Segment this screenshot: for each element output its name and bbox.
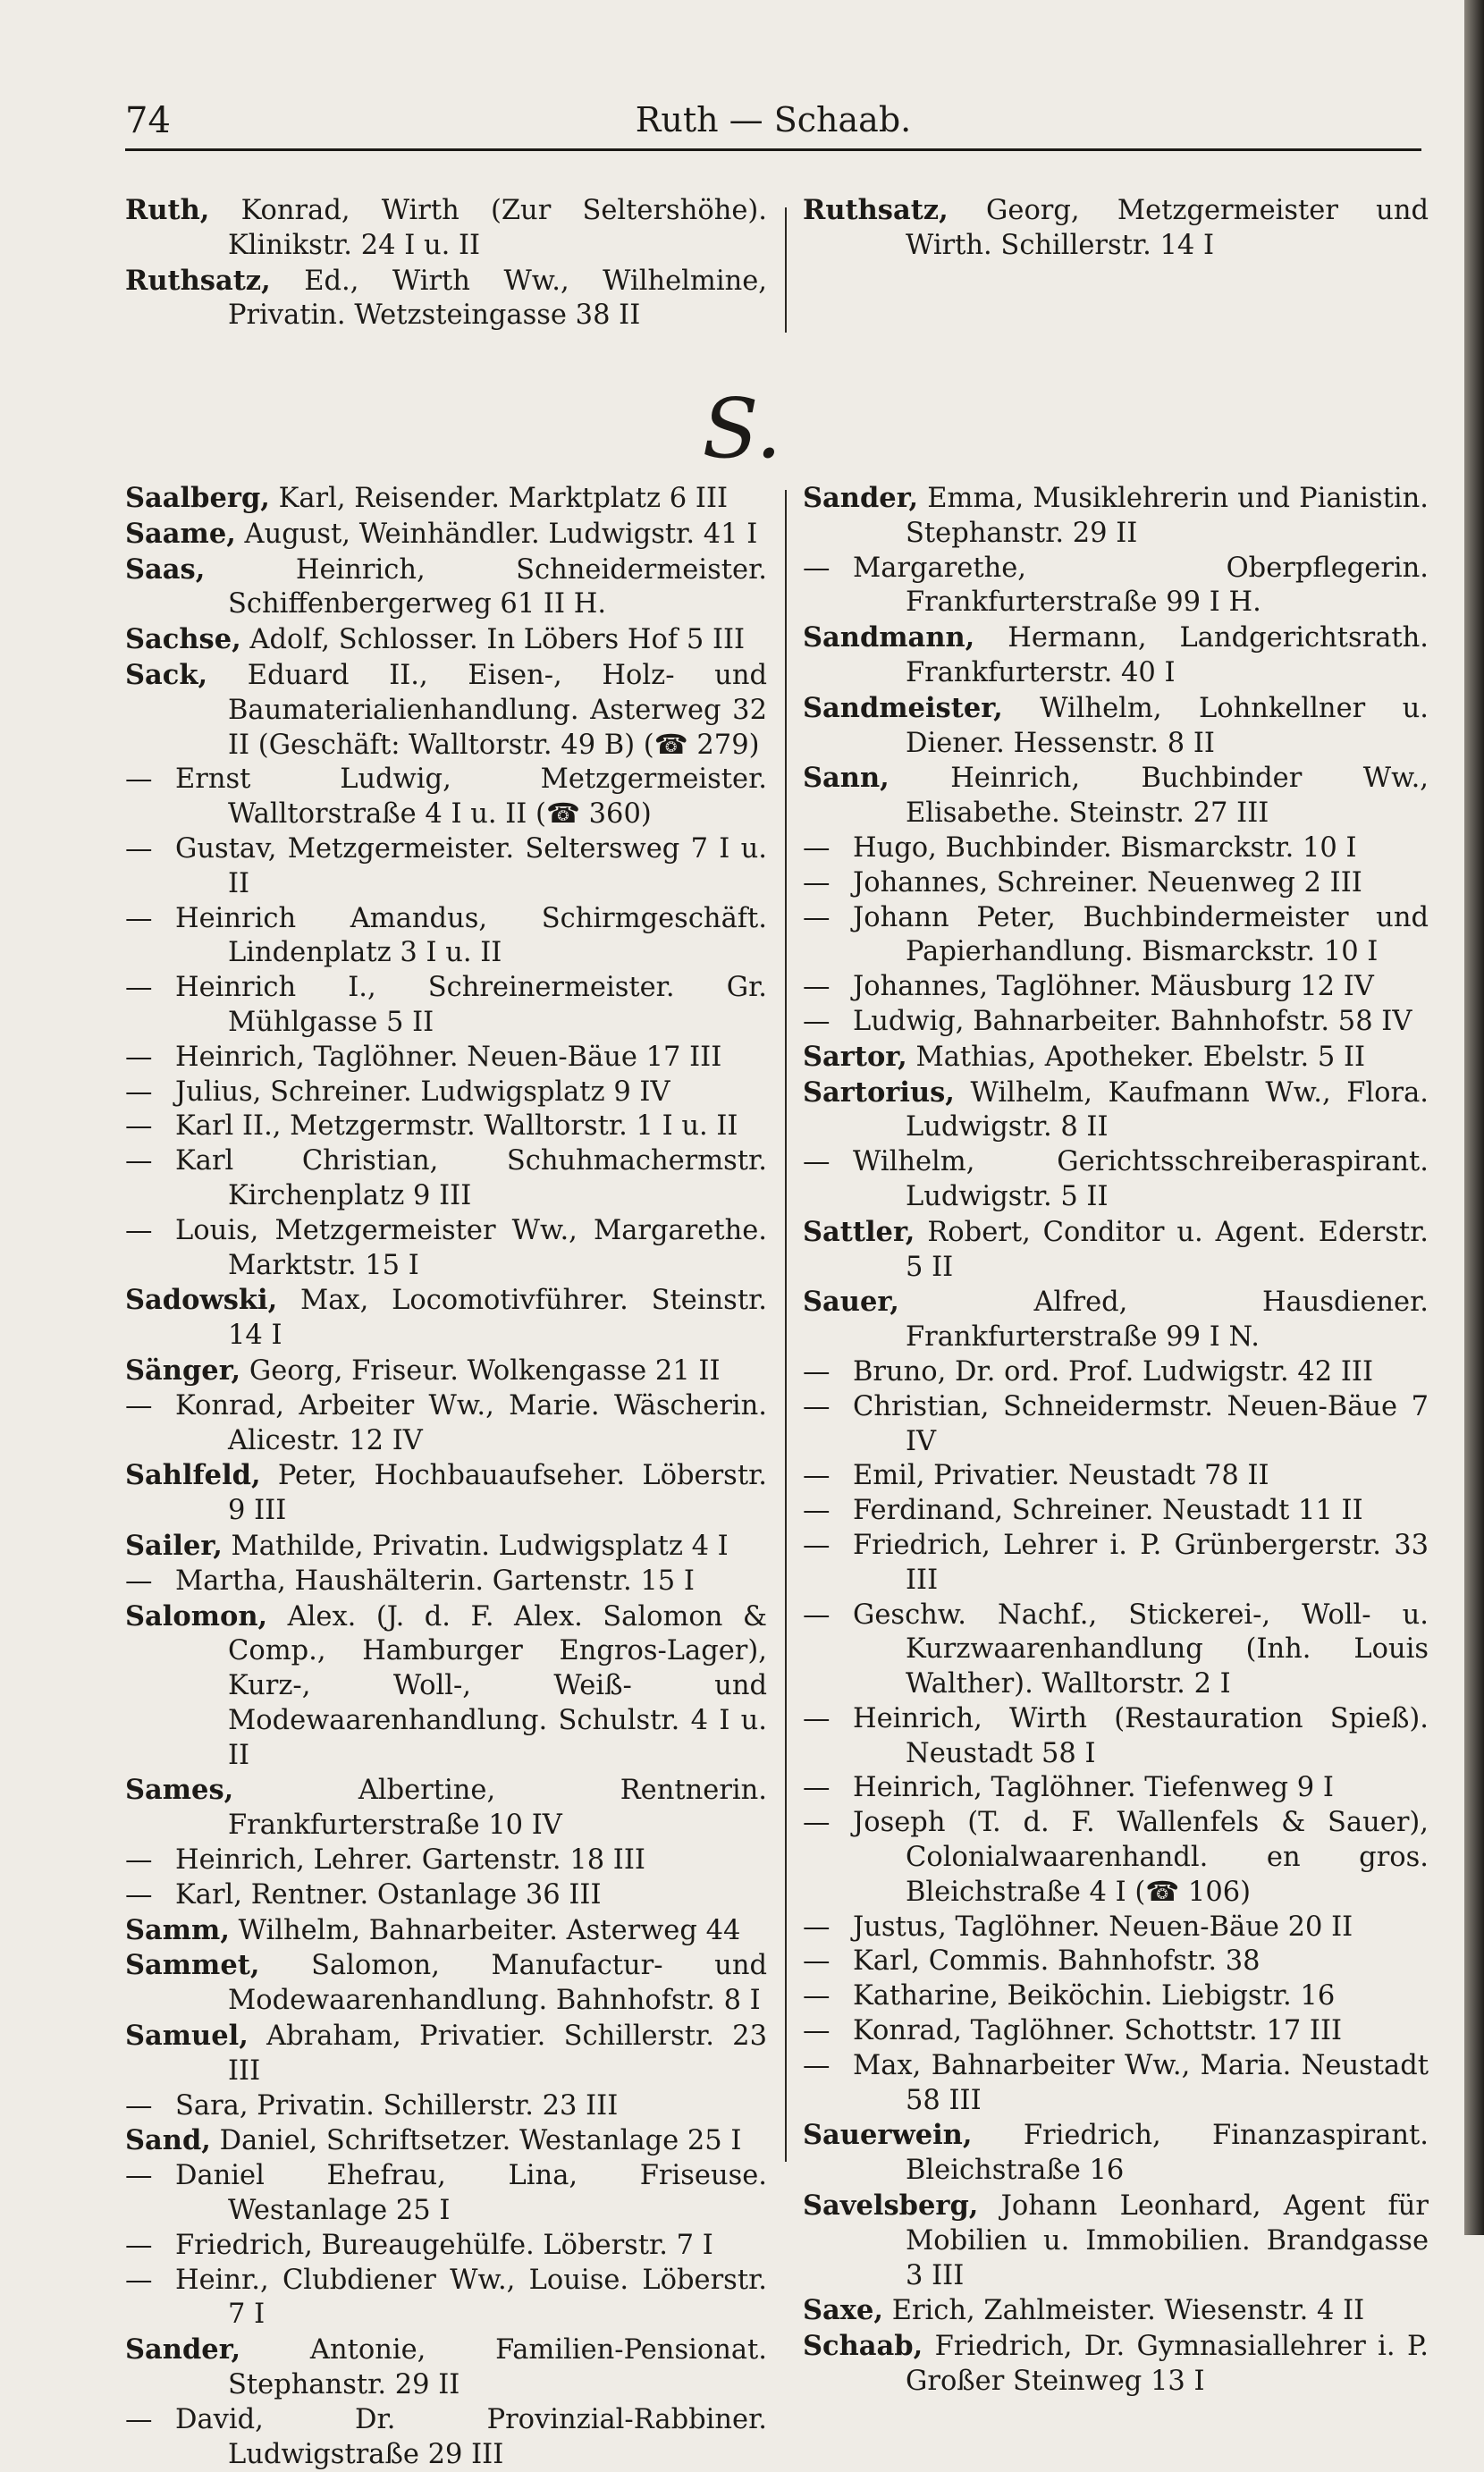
entry-surname: Saas, [125,553,206,586]
entry-details: Karl, Rentner. Ostanlage 36 III [175,1878,602,1911]
left-column [125,481,767,2472]
directory-entry [803,1494,1429,1529]
entry-details: Heinrich, Taglöhner. Neuen-Bäue 17 III [175,1041,722,1073]
directory-entry [125,1948,767,2019]
entry-details: Heinrich, Buchbinder Ww., Elisabethe. Steinstr. 27 III [889,763,1429,830]
directory-entry [125,481,767,517]
entry-surname: Sartor, [803,1040,907,1073]
directory-entry [125,1283,767,1354]
ditto-dash: — [803,1495,831,1527]
directory-entry [125,658,767,763]
ditto-dash: — [803,1911,831,1943]
ditto-dash: — [803,2015,831,2047]
ditto-dash: — [125,1076,153,1108]
ditto-dash: — [803,1702,831,1734]
right-column [803,481,1429,2400]
ditto-dash: — [803,1355,831,1388]
entry-surname: Sauer, [803,1286,899,1319]
entry-surname: Sander, [803,482,919,514]
entry-details: Daniel, Schriftsetzer. Westanlage 25 I [210,2125,742,2157]
page-number: 74 [125,100,171,141]
directory-entry [125,2403,767,2472]
directory-entry [803,1945,1429,1979]
entry-surname: Sadowski, [125,1284,278,1317]
entry-surname: Saalberg, [125,482,270,514]
directory-entry [803,2049,1429,2119]
directory-entry [125,264,767,334]
entry-details: Robert, Conditor u. Agent. Ederstr. 5 II [906,1216,1429,1283]
entry-details: Wilhelm, Kaufmann Ww., Flora. Ludwigstr. 8 II [906,1076,1429,1143]
ditto-dash: — [125,1110,153,1143]
running-head: Ruth — Schaab. [635,100,912,139]
directory-entry [803,1459,1429,1494]
directory-entry [125,1599,767,1774]
entry-surname: Samm, [125,1913,230,1946]
ditto-dash: — [125,1214,153,1246]
directory-entry [803,1005,1429,1040]
entry-surname: Samuel, [125,2020,249,2053]
entry-surname: Sartorius, [803,1076,955,1109]
directory-entry [125,1389,767,1459]
directory-entry [125,1529,767,1565]
entry-details: Adolf, Schlosser. In Löbers Hof 5 III [240,624,746,656]
ditto-dash: — [803,1005,831,1037]
entry-details: Georg, Friseur. Wolkengasse 21 II [240,1354,721,1387]
directory-entry [803,1911,1429,1945]
directory-entry [803,1076,1429,1146]
directory-entry [803,1806,1429,1910]
entry-surname: Sahlfeld, [125,1459,261,1492]
entry-surname: Sames, [125,1774,234,1807]
directory-entry [803,2293,1429,2329]
entry-details: Friedrich, Finanzaspirant. Bleichstraße 16 [906,2120,1429,2187]
entry-details: Heinrich, Wirth (Restauration Spieß). Neustadt 58 I [853,1702,1429,1769]
directory-entry [125,1041,767,1076]
column-divider [785,490,787,2162]
ditto-dash: — [125,1878,153,1911]
entry-details: Ludwig, Bahnarbeiter. Bahnhofstr. 58 IV [853,1005,1412,1037]
ditto-dash: — [125,1145,153,1177]
directory-entry [803,1355,1429,1390]
entry-details: Bruno, Dr. ord. Prof. Ludwigstr. 42 III [853,1355,1374,1388]
ditto-dash: — [125,1565,153,1597]
entry-details: Martha, Haushälterin. Gartenstr. 15 I [175,1565,695,1597]
directory-entry [125,1565,767,1599]
directory-entry [803,970,1429,1005]
ditto-dash: — [125,832,153,865]
ditto-dash: — [125,2264,153,2296]
directory-entry [125,1144,767,1214]
entry-surname: Schaab, [803,2330,923,2363]
ditto-dash: — [125,972,153,1004]
entry-details: Karl Christian, Schuhmachermstr. Kirchenplatz 9 III [175,1145,767,1211]
ditto-dash: — [803,1980,831,2012]
entry-details: Hugo, Buchbinder. Bismarckstr. 10 I [853,831,1357,864]
ditto-dash: — [803,1807,831,1839]
entry-details: Emil, Privatier. Neustadt 78 II [853,1460,1269,1492]
directory-entry [125,1913,767,1949]
directory-entry [803,1529,1429,1599]
top-left-column [125,193,767,333]
directory-entry [125,1773,767,1843]
header-rule [125,148,1421,151]
directory-entry [125,2264,767,2333]
entry-details: Abraham, Privatier. Schillerstr. 23 III [228,2021,767,2087]
directory-entry [803,2014,1429,2049]
entry-details: Salomon, Manufactur- und Modewaarenhandlung. Bahnhofstr. 8 I [228,1950,767,2017]
directory-entry [125,1878,767,1913]
entry-details: Konrad, Arbeiter Ww., Marie. Wäscherin. Alicestr. 12 IV [175,1389,767,1456]
directory-entry [125,2159,767,2229]
directory-entry [803,831,1429,866]
directory-entry [803,1979,1429,2014]
page-header [125,100,1421,154]
directory-entry [803,481,1429,552]
entry-details: Geschw. Nachf., Stickerei-, Woll- u. Kurzwaarenhandlung (Inh. Louis Walther). Walltorstr. 2 I [853,1599,1429,1700]
directory-entry [803,866,1429,901]
ditto-dash: — [803,1599,831,1631]
ditto-dash: — [803,2049,831,2081]
entry-details: Wilhelm, Lohnkellner u. Diener. Hessenstr. 8 II [906,692,1429,759]
directory-entry [803,901,1429,971]
ditto-dash: — [803,831,831,864]
entry-details: August, Weinhändler. Ludwigstr. 41 I [235,518,758,550]
entry-details: Heinrich, Schneidermeister. Schiffenbergerweg 61 II H. [205,553,767,620]
entry-details: Alex. (J. d. F. Alex. Salomon & Comp., Hamburger Engros-Lager), Kurz-, Woll-, Weiß- und Modewaarenhandlung. Schulstr. 4 I u. II [228,1600,767,1771]
ditto-dash: — [803,1772,831,1804]
entry-details: Heinrich I., Schreinermeister. Gr. Mühlgasse 5 II [175,972,767,1038]
entry-surname: Sauerwein, [803,2119,973,2152]
directory-entry [125,1109,767,1144]
ditto-dash: — [125,2403,153,2435]
ditto-dash: — [803,971,831,1003]
directory-entry [803,1215,1429,1286]
ditto-dash: — [125,1389,153,1422]
entry-details: Christian, Schneidermstr. Neuen-Bäue 7 IV [853,1390,1429,1457]
directory-entry [803,2189,1429,2293]
entry-surname: Sammet, [125,1949,260,1982]
entry-details: Hermann, Landgerichtsrath. Frankfurterstr. 40 I [906,622,1429,688]
page-edge-shadow [1464,0,1484,2235]
entry-details: Peter, Hochbauaufseher. Löberstr. 9 III [228,1460,767,1527]
directory-entry [803,761,1429,831]
directory-entry [125,2333,767,2403]
entry-details: Sara, Privatin. Schillerstr. 23 III [175,2089,619,2122]
entry-details: Katharine, Beiköchin. Liebigstr. 16 [853,1980,1336,2012]
entry-details: Heinrich Amandus, Schirmgeschäft. Lindenplatz 3 I u. II [175,902,767,969]
entry-details: Ed., Wirth Ww., Wilhelmine, Privatin. Wetzsteingasse 38 II [228,265,767,332]
entry-details: Ernst Ludwig, Metzgermeister. Walltorstraße 4 I u. II (☎ 360) [175,764,767,831]
entry-surname: Sachse, [125,623,241,656]
ditto-dash: — [803,1529,831,1561]
entry-surname: Saxe, [803,2294,883,2327]
entry-details: Georg, Metzgermeister und Wirth. Schillerstr. 14 I [906,195,1429,261]
entry-details: Albertine, Rentnerin. Frankfurterstraße 10 IV [228,1775,767,1842]
directory-entry [803,552,1429,621]
entry-details: Heinrich, Taglöhner. Tiefenweg 9 I [853,1772,1334,1804]
entry-details: Max, Locomotivführer. Steinstr. 14 I [228,1285,767,1352]
entry-details: Louis, Metzgermeister Ww., Margarethe. Marktstr. 15 I [175,1214,767,1281]
entry-details: Mathias, Apotheker. Ebelstr. 5 II [906,1041,1366,1073]
directory-entry [803,2329,1429,2400]
entry-details: David, Dr. Provinzial-Rabbiner. Ludwigstraße 29 III [175,2403,767,2470]
directory-entry [125,2123,767,2159]
ditto-dash: — [803,1460,831,1492]
top-right-column [803,193,1429,264]
entry-details: Emma, Musiklehrerin und Pianistin. Stephanstr. 29 II [906,483,1429,549]
entry-surname: Sander, [125,2333,241,2367]
directory-entry [803,1285,1429,1355]
entry-details: Julius, Schreiner. Ludwigsplatz 9 IV [175,1076,670,1108]
directory-entry [803,620,1429,691]
directory-entry [125,622,767,658]
entry-details: Johann Peter, Buchbindermeister und Papierhandlung. Bismarckstr. 10 I [853,901,1429,968]
entry-surname: Saame, [125,517,236,550]
entry-surname: Sandmeister, [803,691,1003,724]
directory-entry [803,1771,1429,1806]
entry-details: Margarethe, Oberpflegerin. Frankfurterstraße 99 I H. [853,552,1429,619]
entry-surname: Sack, [125,658,208,691]
ditto-dash: — [803,1945,831,1978]
entry-details: Eduard II., Eisen-, Holz- und Baumaterialienhandlung. Asterweg 32 II (Geschäft: Walltorstr. 49 B) (☎ 279) [207,659,767,761]
directory-entry [803,1040,1429,1076]
directory-entry [125,763,767,832]
entry-details: Johann Leonhard, Agent für Mobilien u. Immobilien. Brandgasse 3 III [906,2190,1429,2291]
ditto-dash: — [125,2089,153,2122]
ditto-dash: — [125,764,153,796]
ditto-dash: — [125,1844,153,1877]
entry-surname: Sattler, [803,1215,915,1248]
ditto-dash: — [125,902,153,934]
entry-details: Konrad, Taglöhner. Schottstr. 17 III [853,2015,1343,2047]
ditto-dash: — [803,552,831,584]
directory-entry [125,1843,767,1878]
ditto-dash: — [803,1390,831,1422]
directory-entry [125,553,767,623]
directory-entry [803,1145,1429,1215]
entry-surname: Sailer, [125,1529,223,1562]
entry-details: Justus, Taglöhner. Neuen-Bäue 20 II [853,1911,1353,1943]
directory-entry [125,2089,767,2124]
entry-surname: Sandmann, [803,621,975,654]
ditto-dash: — [125,2160,153,2192]
directory-entry [803,1599,1429,1702]
directory-entry [803,2118,1429,2189]
entry-surname: Sänger, [125,1354,241,1387]
directory-entry [125,1076,767,1110]
directory-entry [125,2229,767,2264]
directory-entry [125,902,767,972]
entry-details: Joseph (T. d. F. Wallenfels & Sauer), Colonialwaarenhandl. en gros. Bleichstraße 4 I (☎ 106) [853,1807,1429,1908]
directory-entry [803,691,1429,762]
entry-details: Karl, Commis. Bahnhofstr. 38 [853,1945,1261,1978]
directory-entry [125,517,767,553]
directory-entry [803,193,1429,264]
entry-details: Alfred, Hausdiener. Frankfurterstraße 99 I N. [898,1287,1429,1354]
directory-entry [125,832,767,902]
directory-entry [125,1354,767,1389]
entry-details: Heinr., Clubdiener Ww., Louise. Löberstr. 7 I [175,2264,767,2331]
entry-details: Heinrich, Lehrer. Gartenstr. 18 III [175,1844,645,1877]
entry-details: Erich, Zahlmeister. Wiesenstr. 4 II [883,2295,1365,2327]
entry-surname: Ruthsatz, [803,194,949,226]
ditto-dash: — [803,1146,831,1178]
section-letter: S. [702,381,782,477]
column-divider [785,207,787,333]
entry-details: Johannes, Schreiner. Neuenweg 2 III [853,866,1362,899]
entry-details: Wilhelm, Gerichtsschreiberaspirant. Ludwigstr. 5 II [853,1146,1429,1212]
ditto-dash: — [803,901,831,933]
entry-details: Max, Bahnarbeiter Ww., Maria. Neustadt 58 III [853,2049,1429,2116]
directory-entry [125,971,767,1041]
entry-surname: Savelsberg, [803,2189,979,2223]
directory-entry [125,2019,767,2089]
directory-entry [125,193,767,264]
entry-surname: Sand, [125,2124,211,2157]
ditto-dash: — [803,866,831,899]
ditto-dash: — [125,2229,153,2261]
entry-details: Friedrich, Lehrer i. P. Grünbergerstr. 33 III [853,1529,1429,1596]
entry-details: Gustav, Metzgermeister. Seltersweg 7 I u. II [175,832,767,899]
entry-surname: Sann, [803,762,890,795]
directory-entry [125,1458,767,1529]
directory-entry [803,1702,1429,1772]
entry-details: Mathilde, Privatin. Ludwigsplatz 4 I [222,1530,729,1562]
entry-details: Karl II., Metzgermstr. Walltorstr. 1 I u. II [175,1110,738,1143]
directory-entry [803,1390,1429,1460]
entry-details: Johannes, Taglöhner. Mäusburg 12 IV [853,971,1374,1003]
entry-details: Friedrich, Dr. Gymnasiallehrer i. P. Großer Steinweg 13 I [906,2331,1429,2398]
directory-entry [125,1214,767,1284]
ditto-dash: — [125,1041,153,1073]
entry-surname: Ruth, [125,194,210,226]
entry-details: Antonie, Familien-Pensionat. Stephanstr. 29 II [228,2334,767,2401]
entry-details: Daniel Ehefrau, Lina, Friseuse. Westanlage 25 I [175,2160,767,2227]
entry-surname: Salomon, [125,1599,268,1633]
entry-details: Wilhelm, Bahnarbeiter. Asterweg 44 [229,1914,741,1946]
entry-details: Karl, Reisender. Marktplatz 6 III [269,483,729,514]
entry-details: Konrad, Wirth (Zur Seltershöhe). Klinikstr. 24 I u. II [209,195,767,261]
entry-surname: Ruthsatz, [125,264,271,297]
entry-details: Friedrich, Bureaugehülfe. Löberstr. 7 I [175,2229,713,2261]
entry-details: Ferdinand, Schreiner. Neustadt 11 II [853,1495,1363,1527]
